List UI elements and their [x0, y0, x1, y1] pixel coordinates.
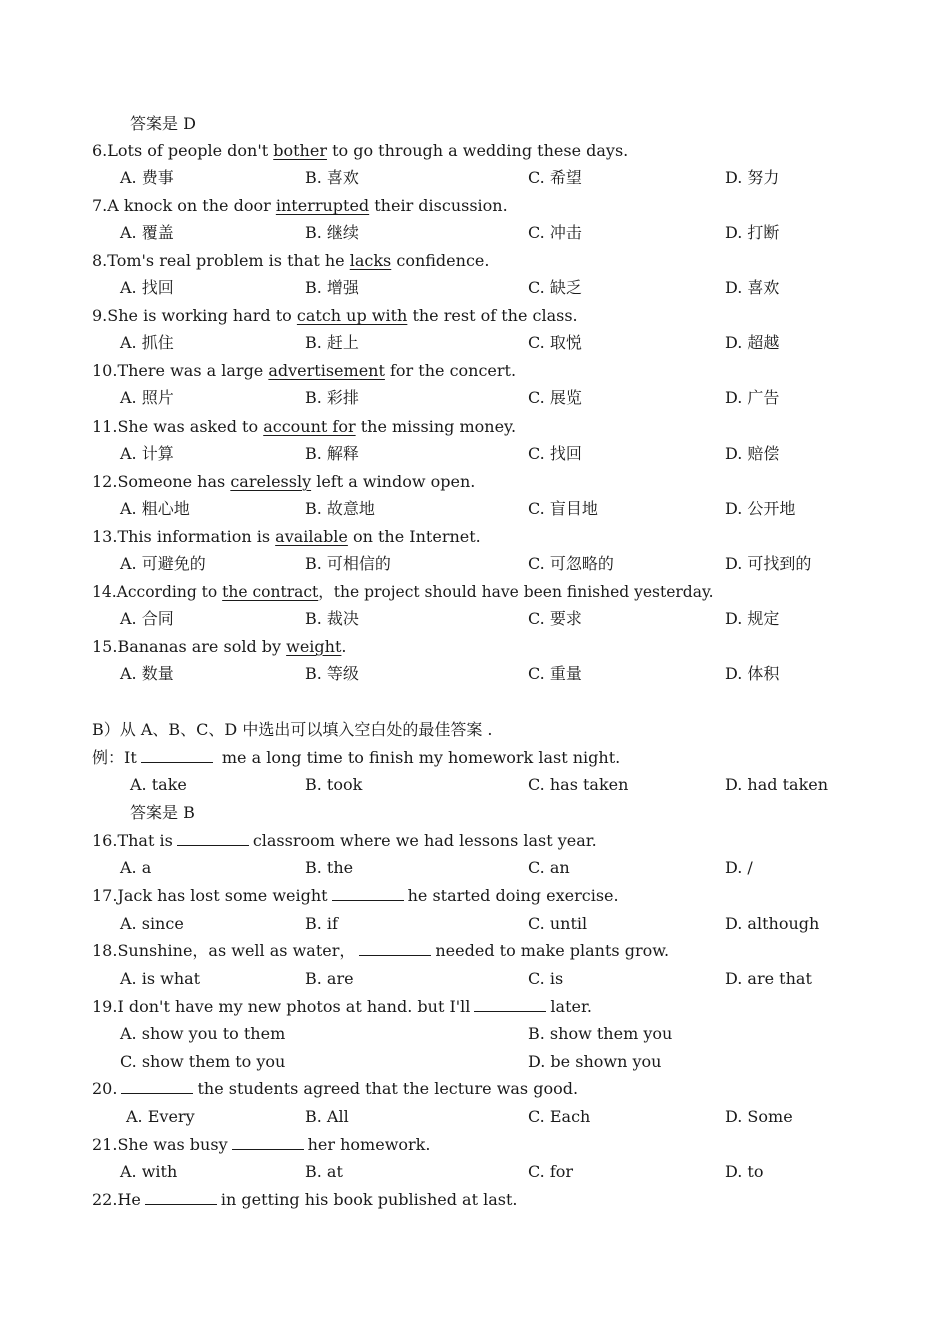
- question-6: 6.Lots of people don't bother to go through a wedding these days.: [92, 141, 629, 160]
- underlined-word: lacks: [349, 251, 392, 270]
- answer-blank: [121, 1079, 193, 1094]
- option-a: A. 合同: [120, 609, 174, 628]
- option-b: B. took: [305, 775, 363, 794]
- question-15: 15.Bananas are sold by weight.: [92, 637, 347, 656]
- option-a: A. a: [120, 858, 152, 877]
- option-b: B. 喜欢: [305, 168, 359, 187]
- option-c: C. 可忽略的: [528, 554, 614, 573]
- option-d: D. 公开地: [725, 499, 796, 518]
- option-c: C. 展览: [528, 388, 582, 407]
- option-b: B. 等级: [305, 664, 359, 683]
- option-c: C. 要求: [528, 609, 582, 628]
- option-b: B. 赶上: [305, 333, 359, 352]
- option-d: D. Some: [725, 1107, 793, 1126]
- option-d: D. be shown you: [528, 1052, 662, 1071]
- underlined-word: interrupted: [275, 196, 370, 215]
- option-a: A. 可避免的: [120, 554, 206, 573]
- question-21: 21.She was busy her homework.: [92, 1135, 431, 1154]
- underlined-word: account for: [263, 417, 356, 436]
- option-d: D. 超越: [725, 333, 780, 352]
- example-question: 例：It me a long time to finish my homework last night.: [92, 748, 621, 767]
- question-9: 9.She is working hard to catch up with the rest of the class.: [92, 306, 578, 325]
- option-d: D. 打断: [725, 223, 780, 242]
- option-c: C. show them to you: [120, 1052, 286, 1071]
- option-c: C. has taken: [528, 775, 629, 794]
- question-14: 14.According to the contract，the project should have been finished yesterday.: [92, 583, 714, 601]
- answer-note: 答案是 D: [130, 114, 196, 133]
- answer-note: 答案是 B: [130, 803, 195, 822]
- option-c: C. 重量: [528, 664, 582, 683]
- underlined-word: available: [275, 527, 348, 546]
- option-a: A. 计算: [120, 444, 174, 463]
- option-c: C. for: [528, 1162, 574, 1181]
- option-d: D. 赔偿: [725, 444, 780, 463]
- option-b: B. 彩排: [305, 388, 359, 407]
- answer-blank: [474, 997, 546, 1012]
- option-d: D. 规定: [725, 609, 780, 628]
- question-11: 11.She was asked to account for the missing money.: [92, 417, 517, 436]
- option-b: B. 裁决: [305, 609, 359, 628]
- question-10: 10.There was a large advertisement for the concert.: [92, 361, 517, 380]
- option-c: C. until: [528, 914, 588, 933]
- answer-blank: [177, 831, 249, 846]
- option-d: D. had taken: [725, 775, 829, 794]
- option-a: A. 覆盖: [120, 223, 174, 242]
- option-d: D. to: [725, 1162, 764, 1181]
- question-7: 7.A knock on the door interrupted their discussion.: [92, 196, 508, 215]
- option-d: D. 可找到的: [725, 554, 812, 573]
- answer-blank: [359, 941, 431, 956]
- question-17: 17.Jack has lost some weight he started doing exercise.: [92, 886, 619, 905]
- option-c: C. Each: [528, 1107, 591, 1126]
- section-b-title: B）从 A、B、C、D 中选出可以填入空白处的最佳答案 .: [92, 720, 493, 739]
- underlined-word: weight: [286, 637, 342, 656]
- option-a: A. 粗心地: [120, 499, 190, 518]
- option-b: B. 解释: [305, 444, 359, 463]
- underlined-word: advertisement: [268, 361, 385, 380]
- option-c: C. 取悦: [528, 333, 582, 352]
- option-a: A. Every: [126, 1107, 195, 1126]
- option-d: D. are that: [725, 969, 812, 988]
- option-b: B. if: [305, 914, 338, 933]
- option-c: C. 冲击: [528, 223, 582, 242]
- option-c: C. 缺乏: [528, 278, 582, 297]
- option-c: C. an: [528, 858, 570, 877]
- option-b: B. 故意地: [305, 499, 375, 518]
- question-19: 19.I don't have my new photos at hand. but I'll later.: [92, 997, 592, 1016]
- option-a: A. 抓住: [120, 333, 174, 352]
- option-c: C. 盲目地: [528, 499, 598, 518]
- answer-blank: [145, 1190, 217, 1205]
- option-a: A. 费事: [120, 168, 174, 187]
- question-16: 16.That is classroom where we had lessons last year.: [92, 831, 597, 850]
- option-d: D. although: [725, 914, 820, 933]
- option-b: B. at: [305, 1162, 343, 1181]
- option-d: D. /: [725, 858, 753, 877]
- option-c: C. 希望: [528, 168, 582, 187]
- option-a: A. show you to them: [120, 1024, 286, 1043]
- question-20: 20. the students agreed that the lecture was good.: [92, 1079, 579, 1098]
- question-22: 22.He in getting his book published at last.: [92, 1190, 518, 1209]
- option-a: A. 数量: [120, 664, 174, 683]
- option-d: D. 喜欢: [725, 278, 780, 297]
- option-b: B. 增强: [305, 278, 359, 297]
- answer-blank: [332, 886, 404, 901]
- option-c: C. is: [528, 969, 564, 988]
- option-c: C. 找回: [528, 444, 582, 463]
- answer-blank: [141, 748, 213, 763]
- option-d: D. 努力: [725, 168, 780, 187]
- option-a: A. since: [120, 914, 184, 933]
- option-b: B. 可相信的: [305, 554, 391, 573]
- option-b: B. are: [305, 969, 354, 988]
- underlined-word: carelessly: [230, 472, 312, 491]
- option-b: B. the: [305, 858, 354, 877]
- question-13: 13.This information is available on the Internet.: [92, 527, 481, 546]
- option-a: A. with: [120, 1162, 178, 1181]
- option-a: A. 照片: [120, 388, 174, 407]
- option-a: A. is what: [120, 969, 201, 988]
- option-b: B. show them you: [528, 1024, 673, 1043]
- underlined-word: catch up with: [296, 306, 408, 325]
- option-d: D. 广告: [725, 388, 780, 407]
- answer-blank: [232, 1135, 304, 1150]
- question-8: 8.Tom's real problem is that he lacks confidence.: [92, 251, 490, 270]
- option-b: B. 继续: [305, 223, 359, 242]
- question-12: 12.Someone has carelessly left a window open.: [92, 472, 476, 491]
- option-a: A. 找回: [120, 278, 174, 297]
- option-d: D. 体积: [725, 664, 780, 683]
- option-a: A. take: [130, 775, 187, 794]
- underlined-word: bother: [273, 141, 327, 160]
- question-18: 18.Sunshine，as well as water， needed to make plants grow.: [92, 941, 670, 960]
- underlined-word: the contract: [222, 583, 319, 601]
- option-b: B. All: [305, 1107, 349, 1126]
